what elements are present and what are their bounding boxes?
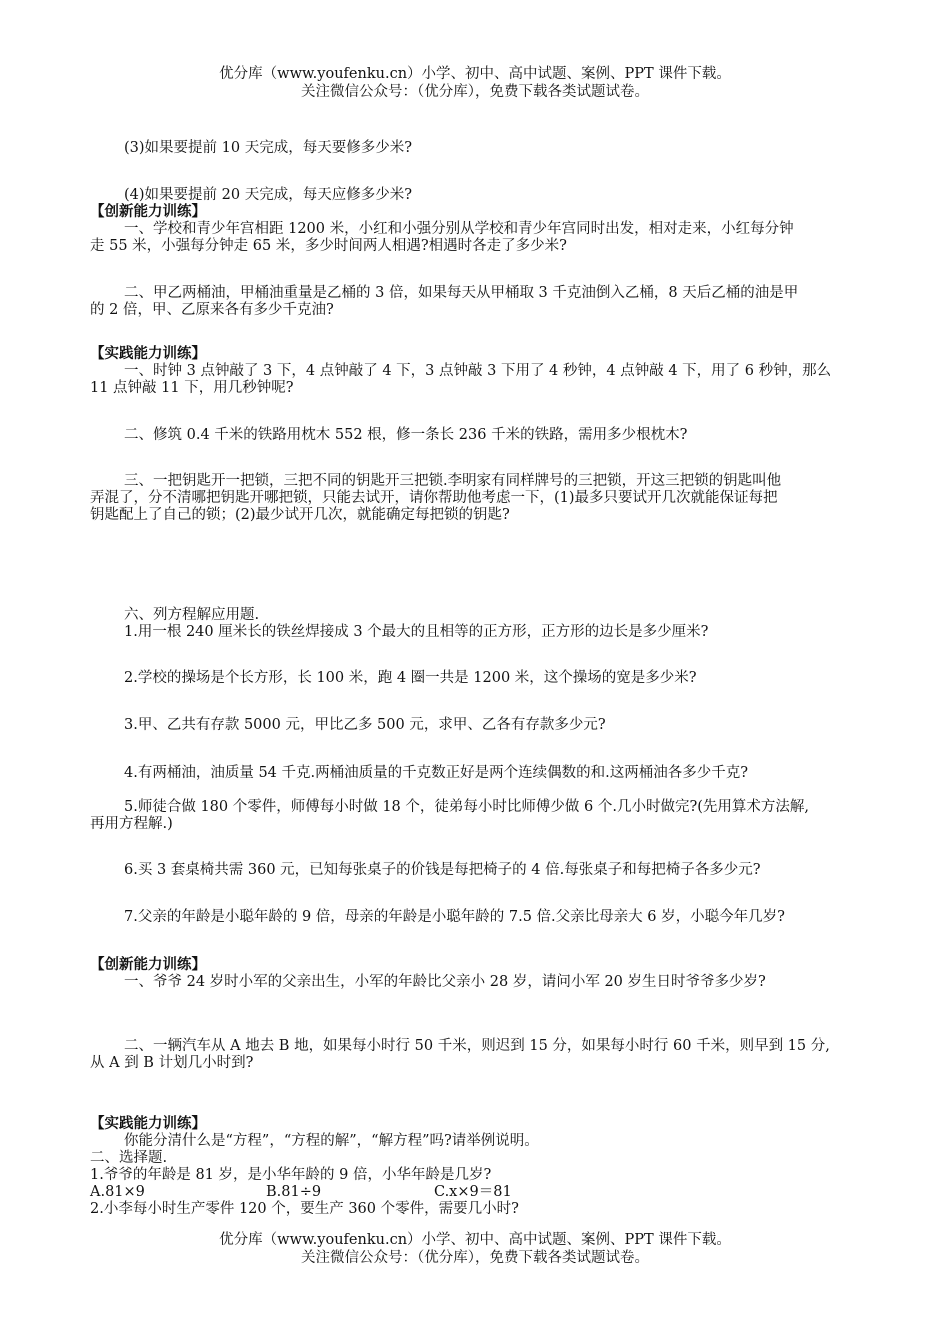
section-six-problem-1: 1.用一根 240 厘米长的铁丝焊接成 3 个最大的且相等的正方形，正方形的边长是多少厘米? [124,624,709,640]
choice-question-1-option-c: C.x×9＝81 [434,1184,512,1200]
innovation-1-problem-2-line-2: 的 2 倍，甲、乙原来各有多少千克油? [90,302,334,318]
practice-1-problem-1-line-2: 11 点钟敲 11 下，用几秒钟呢? [90,380,294,396]
section-title-innovation-1: 【创新能力训练】 [90,204,206,220]
section-six-problem-7: 7.父亲的年龄是小聪年龄的 9 倍，母亲的年龄是小聪年龄的 7.5 倍.父亲比母亲大 6 岁，小聪今年几岁? [124,909,785,925]
section-six-problem-5-line-1: 5.师徒合做 180 个零件，师傅每小时做 18 个，徒弟每小时比师傅少做 6 个.几小时做完?(先用算术方法解, [124,799,809,815]
innovation-2-problem-1: 一、爷爷 24 岁时小军的父亲出生，小军的年龄比父亲小 28 岁，请问小军 20 岁生日时爷爷多少岁? [124,974,766,990]
practice-2-problem-1: 你能分清什么是“方程”，“方程的解”，“解方程”吗?请举例说明。 [124,1133,539,1149]
section-six-problem-6: 6.买 3 套桌椅共需 360 元，已知每张桌子的价钱是每把椅子的 4 倍.每张桌子和每把椅子各多少元? [124,862,761,878]
choice-section-title: 二、选择题. [90,1150,168,1166]
header-line-1: 优分库（www.youfenku.cn）小学、初中、高中试题、案例、PPT 课件下载。 [219,66,731,82]
innovation-1-problem-1-line-2: 走 55 米，小强每分钟走 65 米，多少时间两人相遇?相遇时各走了多少米? [90,238,567,254]
practice-1-problem-3-line-1: 三、一把钥匙开一把锁，三把不同的钥匙开三把锁.李明家有同样牌号的三把锁，开这三把锁的钥匙叫他 [124,473,782,489]
header-line-2: 关注微信公众号：（优分库），免费下载各类试题试卷。 [301,84,649,100]
footer-line-2: 关注微信公众号：（优分库），免费下载各类试题试卷。 [301,1250,649,1266]
section-six-problem-5-line-2: 再用方程解.) [90,816,173,832]
innovation-1-problem-2-line-1: 二、甲乙两桶油，甲桶油重量是乙桶的 3 倍，如果每天从甲桶取 3 千克油倒入乙桶，8 天后乙桶的油是甲 [124,285,799,301]
section-title-practice-2: 【实践能力训练】 [90,1116,206,1132]
practice-1-problem-2: 二、修筑 0.4 千米的铁路用枕木 552 根，修一条长 236 千米的铁路，需用多少根枕木? [124,427,688,443]
choice-question-1-option-b: B.81÷9 [266,1184,322,1200]
choice-question-1-option-a: A.81×9 [90,1184,145,1200]
section-six-problem-3: 3.甲、乙共有存款 5000 元，甲比乙多 500 元，求甲、乙各有存款多少元? [124,717,606,733]
practice-1-problem-3-line-2: 弄混了，分不清哪把钥匙开哪把锁，只能去试开，请你帮助他考虑一下，(1)最多只要试开几次就能保证每把 [90,490,778,506]
section-title-practice-1: 【实践能力训练】 [90,346,206,362]
section-six-problem-2: 2.学校的操场是个长方形，长 100 米，跑 4 圈一共是 1200 米，这个操场的宽是多少米? [124,670,697,686]
section-six-problem-4: 4.有两桶油，油质量 54 千克.两桶油质量的千克数正好是两个连续偶数的和.这两桶油各多少千克? [124,765,748,781]
question-4: (4)如果要提前 20 天完成，每天应修多少米? [124,187,412,203]
innovation-2-problem-2-line-1: 二、一辆汽车从 A 地去 B 地，如果每小时行 50 千米，则迟到 15 分，如果每小时行 60 千米，则早到 15 分, [124,1038,830,1054]
section-six-title: 六、列方程解应用题. [124,607,260,623]
innovation-2-problem-2-line-2: 从 A 到 B 计划几小时到? [90,1055,254,1071]
choice-question-1: 1.爷爷的年龄是 81 岁，是小华年龄的 9 倍，小华年龄是几岁? [90,1167,492,1183]
innovation-1-problem-1-line-1: 一、学校和青少年宫相距 1200 米，小红和小强分别从学校和青少年宫同时出发，相对走来，小红每分钟 [124,221,794,237]
choice-question-2: 2.小李每小时生产零件 120 个，要生产 360 个零件，需要几小时? [90,1201,519,1217]
question-3: (3)如果要提前 10 天完成，每天要修多少米? [124,140,412,156]
practice-1-problem-1-line-1: 一、时钟 3 点钟敲了 3 下，4 点钟敲了 4 下，3 点钟敲 3 下用了 4 秒钟，4 点钟敲 4 下，用了 6 秒钟，那么 [124,363,832,379]
section-title-innovation-2: 【创新能力训练】 [90,957,206,973]
footer-line-1: 优分库（www.youfenku.cn）小学、初中、高中试题、案例、PPT 课件下载。 [219,1232,731,1248]
practice-1-problem-3-line-3: 钥匙配上了自己的锁；(2)最少试开几次，就能确定每把锁的钥匙? [90,507,510,523]
